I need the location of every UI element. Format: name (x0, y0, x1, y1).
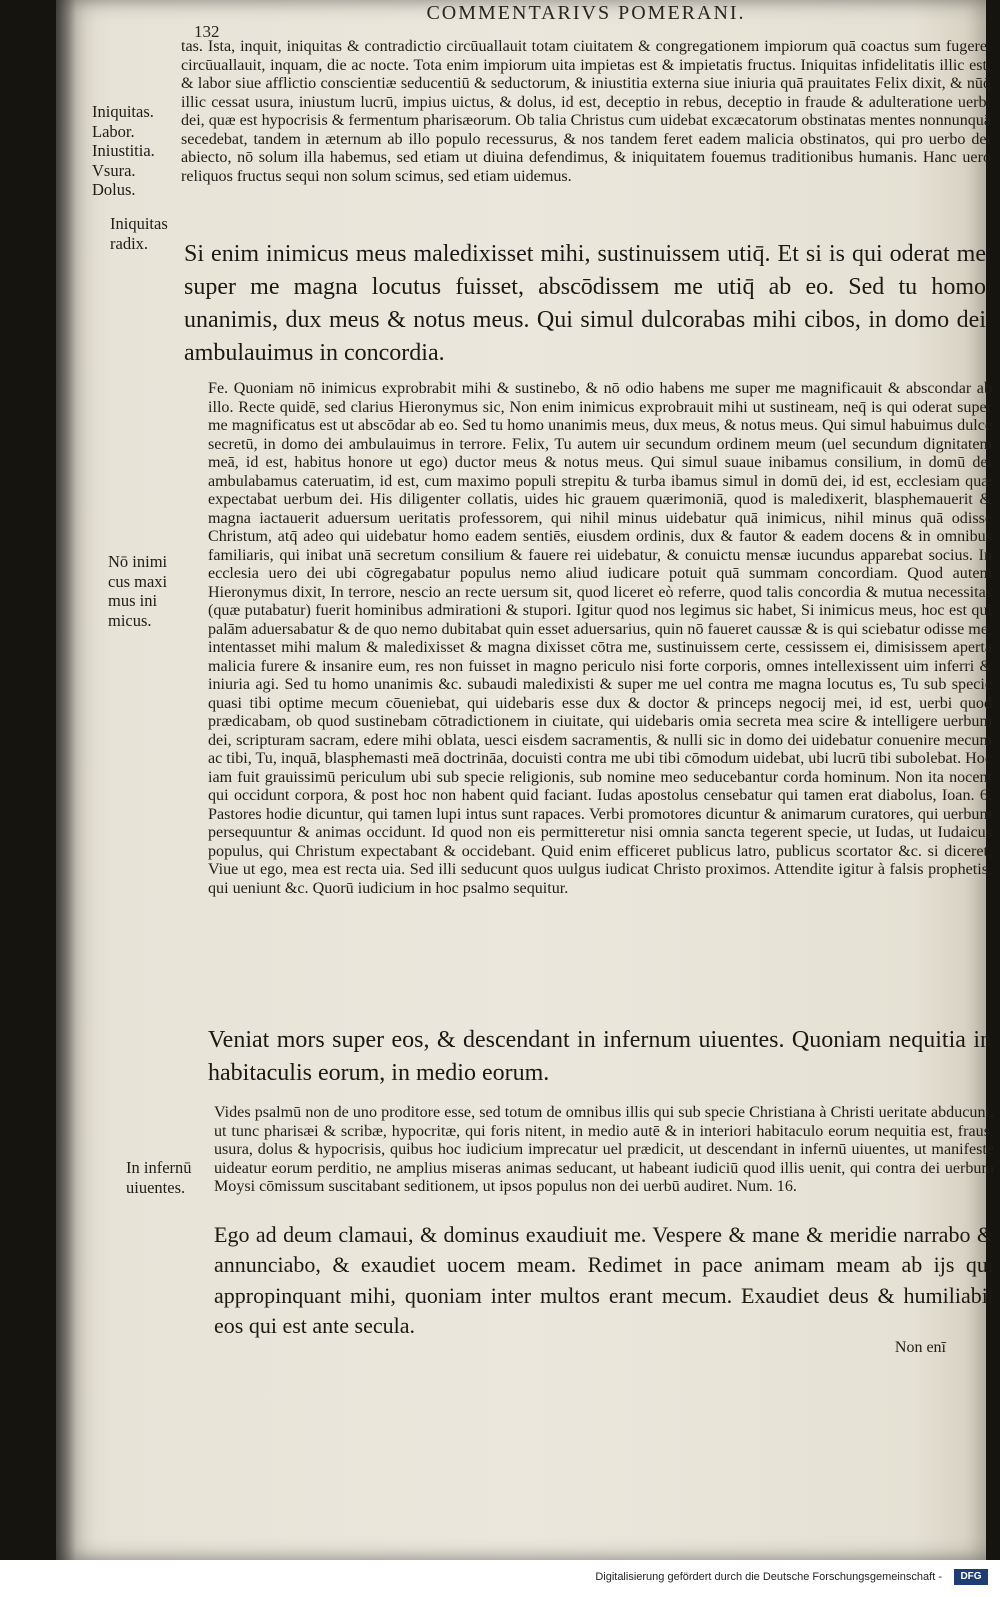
psalm-verse (214, 1220, 994, 1340)
commentary-paragraph: Vides psalmū non de uno proditore esse, sed totum de omnibus illis qui sub specie Christiana à Christi ueritate abducunt, ut tunc pharisæi & scribæ, hypocritæ, qui foris nitent, in medio autē & in interiori habitaculo eorum nequitia est, fraus, usura, dolus & hypocrisis, quibus hoc iudicium imprecatur uel prædicit, ut descendant in infernū uiuentes, ut manifeste uideatur eorum perditio, ne amplius miseras animas seducant, ut habeant iudiciū quod illis uenit, qui contra dei uerbum Moysi cōmissum suscitabant seditionem, ut ipsos populus non dei uerbū audiret. Num. 16. (214, 1104, 994, 1195)
marginal-note: In infernū uiuentes. (126, 1158, 192, 1197)
marginal-note: Nō inimi cus maxi mus ini micus. (108, 552, 168, 630)
page-gutter-shadow (56, 0, 76, 1560)
commentary-block (208, 380, 992, 1020)
catchword: Non enī (894, 1339, 946, 1356)
psalm-verse (208, 1024, 992, 1094)
page-number: 132 (194, 22, 220, 41)
book-page (56, 0, 994, 1560)
commentary-block (214, 1104, 994, 1216)
marginal-note: Iniquitas radix. (110, 214, 168, 253)
psalm-verse (184, 238, 986, 373)
footer-bar (0, 1560, 1000, 1597)
marginal-note: Iniquitas. Labor. Iniustitia. Vsura. Dolus. (92, 102, 155, 199)
psalm-verse-text: Ego ad deum clamaui, & dominus exaudiuit me. Vespere & mane & meridie narrabo & annunciabo, & exaudiet uocem meam. Redimet in pace animam meam ab ijs qui appropinquant mihi, quoniam inter multos erant mecum. Exaudiet deus & humiliabit eos qui est ante secula. (214, 1222, 994, 1338)
funding-notice: Digitalisierung gefördert durch die Deutsche Forschungsgemeinschaft - (595, 1571, 942, 1583)
psalm-verse-text: Veniat mors super eos, & descendant in infernum uiuentes. Quoniam nequitia in habitaculis eorum, in medio eorum. (208, 1027, 992, 1086)
running-head: COMMENTARIVS POMERANI. (426, 2, 746, 24)
psalm-verse-text: Si enim inimicus meus maledixisset mihi, sustinuissem utiq̄. Et si is qui oderat me super me magna locutus fuisset, abscōdissem me utiq̄ ab eo. Sed tu homo unanimis, dux meus & notus meus. Qui simul dulcorabas mihi cibos, in domo dei ambulauimus in concordia. (184, 241, 986, 366)
commentary-paragraph: tas. Ista, inquit, iniquitas & contradictio circūuallauit totam ciuitatem & congregationem impiorum quā coactus sum fugere, circūuallauit, inquam, die ac nocte. Tota enim impiorum uita impietas est & impietatis fructus. Iniquitas infidelitatis illic est, & labor siue afflictio conscientiæ seducentiū & seductorum, & iniustitia externa siue iniuria quā prauitates Felix dixit, & nūq̄ illic cessat usura, iniustum lucrū, impius uictus, & dolus, id est, deceptio in rebus, deceptio in fraude & adulteratione uerbi dei, quæ est hypocrisis & fermentum pharisæorum. Ob talia Christus cum uidebat excæcatorum obstinatas mentes nonnunquā secedebat, tandem in æternum ab illo populo recessurus, & nos tandem feret eadem malicia obstinatos, qui pro uerbo dei abiecto, nō solum illa habemus, sed etiam ut diuina defendimus, & iniquitatem fouemus traditionibus humanis. Hanc uero reliquos fructus sequi non solum scimus, sed etiam uidemus. (181, 38, 991, 185)
commentary-block (181, 38, 991, 234)
commentary-paragraph: Fe. Quoniam nō inimicus exprobrabit mihi & sustinebo, & nō odio habens me super me magnificauit & abscondar ab illo. Recte quidē, sed clarius Hieronymus sic, Non enim inimicus exprobrauit mihi ut sustineam, neq̄ is qui oderat super me magnificatus est ut abscōdar ab eo. Sed tu homo unanimis meus, dux meus, & notus meus. Qui simul habuimus dulce secretū, in domo dei ambulauimus in terrore. Felix, Tu autem uir secundum ordinem meum (uel secundum dignitatem meā, id est, habitus honore ut ego) ductor meus & notus meus. Qui simul suaue inibamus consilium, in domū dei ambulabamus cateruatim, id est, cum maximo populi strepitu & turba ibamus simul in domū dei, id est, ecclesiam quæ expectabat uerbum dei. His diligenter collatis, uides hic grauem quærimoniā, quod is maledixerit, blasphemauerit & magna iactauerit aduersum ueritatis professorem, qui nihil minus uidebatur quā inimicus, nihil minus quā odisse Christum, atq̄ adeo qui uidebatur homo eadem sentiēs, eiusdem ordinis, dux & fautor & eadem docens & in omnibus familiaris, qui inibat unā secretum consilium & fauere rei uidebatur, & conuictu mensæ iucundus apparebat socius. In ecclesia uero dei ubi cōgregabatur populus nemo aliud iudicare potuit quā summam concordiam. Quod autem Hieronymus dixit, In terrore, nescio an recte uersum sit, quod liceret eò referre, quod talis concordia & mutua necessitas (quæ putabatur) fuerit hominibus admirationi & stupori. Igitur quod nos legimus sic habet, Si inimicus meus, hoc est qui palām aduersabatur & de quo nemo dubitabat quin esset aduersarius, quin nō faueret caussæ & is qui sciebatur odisse me, intentasset mihi malum & maledixisset & magna dixisset cōtra me, sustinuissem certe, cessissem ei, dimisissem aperta malicia furere & insanire eum, res non fuisset in magno periculo nisi forte corporis, omnes intellexissent uim inferri & iniuria agi. Sed tu homo unanimis &c. subaudi maledixisti & super me uel contra me magna locutus es, Tu sub specie quasi tibi optime mecum cōueniebat, qui uidebaris esse dux & doctor & princeps negocij mei, id est, uerbi quod prædicabam, ob quod sustinebam cōtradictionem in ciuitate, qui uidebaris omia secreta mea scire & intelligere uerbum dei, scripturam sacram, edere mihi oblata, uesci eisdem sacramentis, & nulli sic in domo dei uidebatur conuenire mecum ac tibi, Tu, inquā, blasphemasti meā doctrināa, docuisti contra me ubi tibi cōmodum uidebat, ubi lucrū tibi subolebat. Hoc iam fuit grauissimū periculum ubi sub specie religionis, sub nomine meo seducebantur corda hominum. Non ita nocent qui occidunt corpora, & post hoc non habent quid faciant. Iudas apostolus censebatur qui tamen erat diabolus, Ioan. 6. Pastores hodie dicuntur, qui tamen lupi intus sunt rapaces. Verbi promotores dicuntur & animarum curatores, qui uerbum persequuntur & animas occidunt. Id quod non eis permitteretur nisi omnia sancta tegerent specie, ut Iudas, ut Iudaicus populus, qui Christum expectabant & occidebant. Quid enim efficeret publicus latro, publicus scortator &c. si diceret, Viue ut ego, mea est recta uia. Sed illi seducunt quos uulgus iudicat Christo proximos. Attendite igitur à falsis prophetis, qui ueniunt &c. Quorū iudicium in hoc psalmo sequitur. (208, 380, 992, 897)
dfg-logo: DFG (954, 1569, 988, 1585)
